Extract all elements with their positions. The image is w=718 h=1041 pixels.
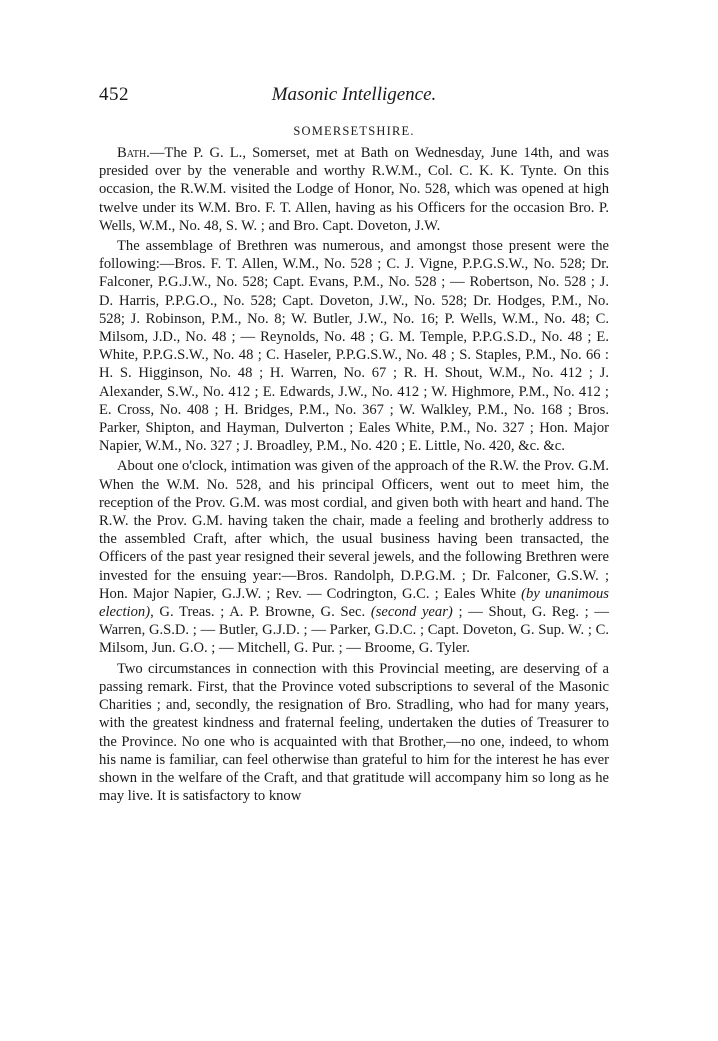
paragraph-text: —The P. G. L., Somerset, met at Bath on Wednesday, June 14th, and was presided over by the venerable and worthy R.W.M., Col. C. K. K. Tynte. On this occasion, the R.W.M. visited the Lodge of Honor, No. 528, which was opened at high twelve under its W.M. Bro. F. T. Allen, having as his Officers for the occasion Bro. P. Wells, W.M., No. 48, S. W. ; and Bro. Capt. Doveton, J.W. (99, 145, 609, 234)
paragraph-text: Two circumstances in connection with this Provincial meeting, are deserving of a passing remark. First, that the Province voted subscriptions to several of the Masonic Charities ; and, secondly, the resignation of Bro. Stradling, who had for many years, with the greatest kindness and fraternal feeling, undertaken the duties of Treasurer to the Province. No one who is acquainted with that Brother,—no one, indeed, to whom his name is familiar, can feel otherwise than grateful to him for the interest he has ever shown in the welfare of the Craft, and that gratitude will accompany him so long as he may live. It is satisfactory to know (99, 660, 609, 805)
paragraph-text: About one o'clock, intimation was given of the approach of the R.W. the Prov. G.M. When the W.M. No. 528, and his principal Officers, went out to meet him, the reception of the Prov. G.M. was most cordial, and given both with heart and hand. The R.W. the Prov. G.M. having taken the chair, made a feeling and brotherly address to the assembled Craft, after which, the usual business having been transacted, the Officers of the past year resigned their several jewels, and the following Brethren were invested for the ensuing year:—Bros. Randolph, D.P.G.M. ; Dr. Falconer, G.S.W. ; Hon. Major Napier, G.J.W. ; Rev. — Codrington, G.C. ; Eales White (99, 458, 609, 602)
paragraph (99, 457, 609, 657)
paragraph-text: The assemblage of Brethren was numerous, and amongst those present were the following:—Bros. F. T. Allen, W.M., No. 528 ; C. J. Vigne, P.P.G.S.W., No. 528; Dr. Falconer, P.G.J.W., No. 528; Capt. Evans, P.M., No. 528 ; — Robertson, No. 528 ; J. D. Harris, P.P.G.O., No. 528; Capt. Doveton, J.W., No. 528; Dr. Hodges, P.M., No. 528; J. Robinson, P.M., No. 8; W. Butler, J.W., No. 16; P. Wells, W.M., No. 48; C. Milsom, J.D., No. 48 ; — Reynolds, No. 48 ; G. M. Temple, P.P.G.S.D., No. 48 ; E. White, P.P.G.S.W., No. 48 ; C. Haseler, P.P.G.S.W., No. 48 ; S. Staples, P.M., No. 66 : H. S. Higginson, No. 48 ; H. Warren, No. 67 ; R. H. Shout, W.M., No. 412 ; J. Alexander, S.W., No. 412 ; E. Edwards, J.W., No. 412 ; W. Highmore, P.M., No. 412 ; E. Cross, No. 408 ; H. Bridges, P.M., No. 367 ; W. Walkley, P.M., No. 168 ; Bros. Parker, Shipton, and Hayman, Dulverton ; Eales White, P.M., No. 327 ; Hon. Major Napier, W.M., No. 327 ; J. Broadley, P.M., No. 420 ; E. Little, No. 420, &c. &c. (99, 238, 609, 455)
page-number: 452 (99, 84, 129, 105)
italic-text: (by unanimous election) (99, 585, 609, 621)
page-header (99, 84, 609, 110)
paragraph (99, 660, 609, 806)
running-title: Masonic Intelligence. (271, 84, 437, 105)
italic-text: (second year) (370, 604, 453, 621)
paragraph (99, 237, 609, 455)
article-body (99, 144, 609, 805)
paragraph-lead: Bath. (117, 145, 150, 161)
paragraph-text: , G. Treas. ; A. P. Browne, G. Sec. (150, 604, 371, 621)
paragraph (99, 144, 609, 235)
paragraph-text: ; — Shout, G. Reg. ; — Warren, G.S.D. ; — Butler, G.J.D. ; — Parker, G.D.C. ; Capt. Doveton, G. Sup. W. ; C. Milsom, Jun. G.O. ; — Mitchell, G. Pur. ; — Broome, G. Tyler. (99, 604, 610, 657)
section-title: SOMERSETSHIRE. (293, 124, 415, 138)
